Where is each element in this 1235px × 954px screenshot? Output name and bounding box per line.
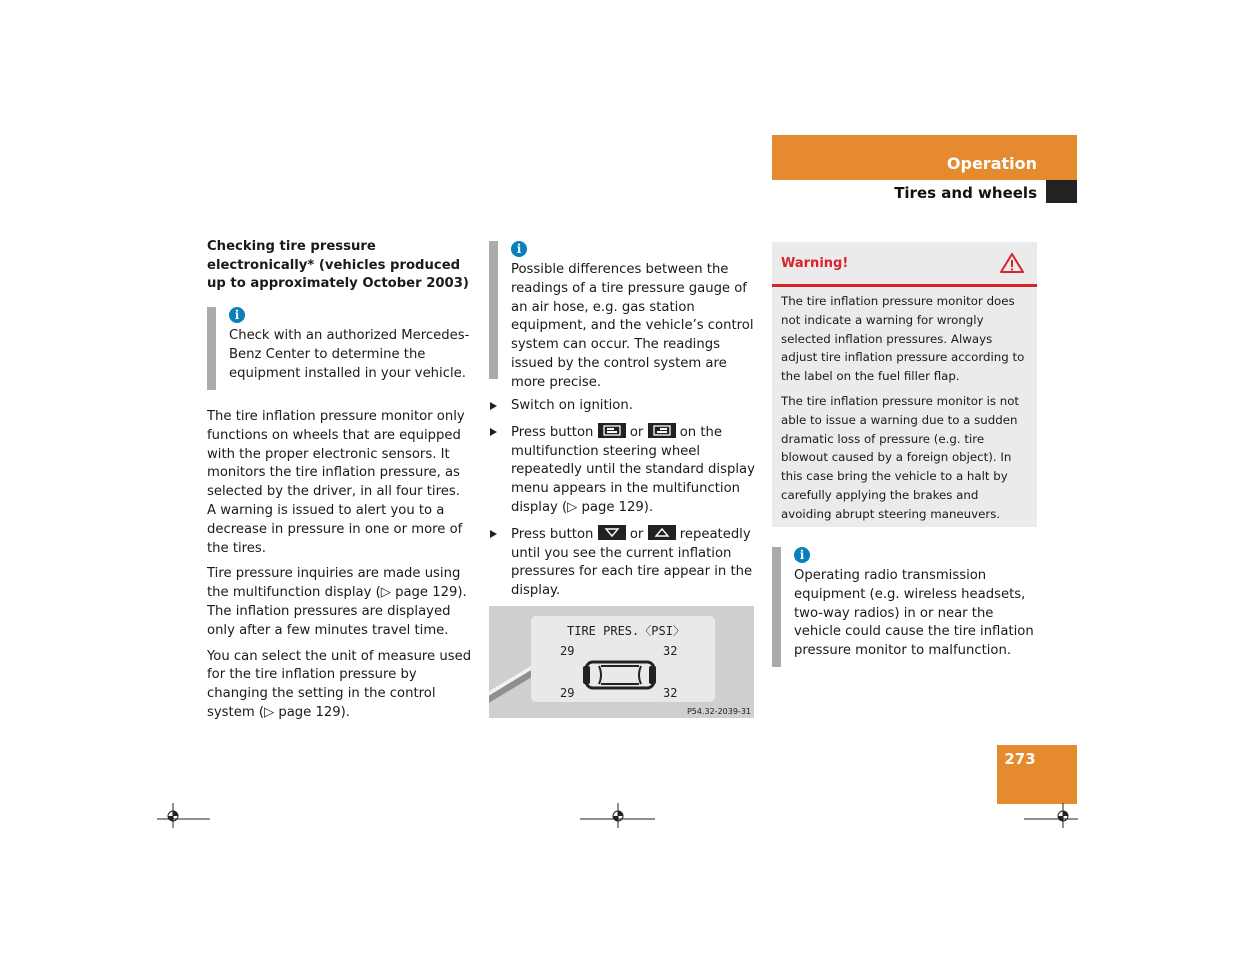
subsection-marker bbox=[1046, 180, 1077, 203]
image-code: P54.32-2039-31 bbox=[686, 707, 751, 716]
display-page-forward-button-icon bbox=[598, 423, 626, 438]
note-bar bbox=[207, 307, 216, 390]
step-text: or bbox=[629, 424, 644, 440]
note-bar bbox=[772, 547, 781, 667]
registration-mark bbox=[578, 800, 658, 830]
multifunction-display-illustration bbox=[489, 606, 754, 718]
warning-title: Warning! bbox=[781, 256, 849, 271]
registration-mark bbox=[1022, 800, 1082, 830]
info-note-left bbox=[207, 307, 495, 390]
paragraph: The tire inflation pressure monitor only functions on wheels that are equipped with the proper electronic sensors. It monitors the tire inflation pressure, as selected by the driver, in all four tires. A warning is issued to alert you to a decrease in pressure in one or more of the tires. bbox=[207, 409, 465, 556]
info-icon: i bbox=[229, 307, 245, 323]
display-page-back-button-icon bbox=[648, 423, 676, 438]
pressure-front-left: 29 bbox=[560, 644, 575, 658]
section-title: Operation bbox=[946, 154, 1037, 173]
arrow-bullet-icon bbox=[490, 402, 497, 410]
info-icon: i bbox=[511, 241, 527, 257]
pressure-rear-left: 29 bbox=[560, 686, 575, 700]
step-text: Press button bbox=[511, 424, 594, 440]
warning-header bbox=[772, 242, 1037, 287]
paragraph: You can select the unit of measure used for the tire inflation pressure by changing the setting in the control system (▷ page 129). bbox=[207, 648, 472, 720]
warning-paragraph: The tire inflation pressure monitor does not indicate a warning for wrongly selected inflation pressures. Always adjust tire inflation pressure according to the label on the fuel filler flap. bbox=[781, 294, 1025, 384]
step-text: repeatedly until you see the current inflation pressures for each tire appear in the display. bbox=[511, 526, 753, 599]
step-text: on the multifunction steering wheel repeatedly until the standard display menu appears in the multifunction display (▷ page 129). bbox=[511, 424, 755, 515]
display-title: TIRE PRES.〈PSI〉 bbox=[567, 624, 685, 638]
registration-mark bbox=[155, 800, 215, 830]
subsection-title: Tires and wheels bbox=[894, 184, 1037, 202]
warning-body bbox=[772, 287, 1037, 524]
pressure-front-right: 32 bbox=[663, 644, 678, 658]
info-note-text: Check with an authorized Mercedes-Benz Center to determine the equipment installed in your vehicle. bbox=[229, 328, 470, 381]
page-number-box bbox=[997, 745, 1077, 804]
info-icon: i bbox=[794, 547, 810, 563]
warning-box bbox=[772, 242, 1037, 527]
arrow-bullet-icon bbox=[490, 530, 497, 538]
left-body bbox=[207, 408, 473, 723]
step-item bbox=[489, 525, 755, 601]
page-heading: Checking tire pressure electronically* (vehicles produced up to approximately October 2003) bbox=[207, 239, 469, 291]
page-number: 273 bbox=[1004, 750, 1036, 768]
paragraph: Tire pressure inquiries are made using the multifunction display (▷ page 129). The inflation pressures are displayed only after a few minutes travel time. bbox=[207, 566, 467, 638]
info-note-text: Operating radio transmission equipment (e.g. wireless headsets, two-way radios) in or near the vehicle could cause the tire inflation pressure monitor to malfunction. bbox=[794, 568, 1034, 659]
step-item bbox=[489, 423, 755, 518]
warning-paragraph: The tire inflation pressure monitor is not able to issue a warning due to a sudden dramatic loss of pressure (e.g. tire blowout caused by a foreign object). In this case bring the vehicle to a halt by carefully applying the brakes and avoiding abrupt steering maneuvers. bbox=[781, 393, 1020, 521]
arrow-up-button-icon bbox=[648, 525, 676, 540]
pressure-rear-right: 32 bbox=[663, 686, 678, 700]
lcd-screen bbox=[531, 616, 715, 702]
step-item bbox=[489, 397, 755, 416]
car-outline-icon bbox=[581, 656, 661, 694]
instruction-steps bbox=[489, 397, 755, 608]
step-text: Press button bbox=[511, 526, 594, 542]
arrow-down-button-icon bbox=[598, 525, 626, 540]
arrow-bullet-icon bbox=[490, 428, 497, 436]
step-text: or bbox=[629, 526, 644, 542]
note-bar bbox=[489, 241, 498, 379]
section-header-bar bbox=[772, 135, 1077, 180]
warning-triangle-icon bbox=[999, 252, 1025, 274]
info-note-right bbox=[772, 547, 1037, 667]
info-note-middle bbox=[489, 241, 755, 390]
step-text: Switch on ignition. bbox=[511, 398, 633, 413]
info-note-text: Possible differences between the readings of a tire pressure gauge of an air hose, e.g. gas station equipment, and the vehicle’s control system can occur. The readings issued by the control system are more precise. bbox=[511, 262, 754, 390]
